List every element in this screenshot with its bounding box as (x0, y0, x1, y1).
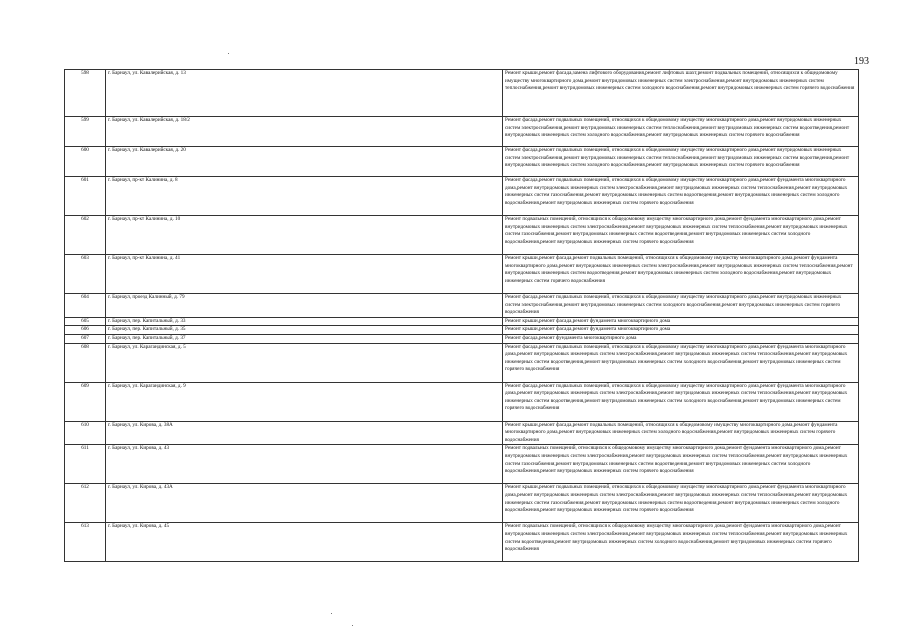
row-number: 602 (65, 216, 106, 255)
row-number: 605 (65, 317, 106, 326)
table-row (65, 421, 859, 445)
row-number: 613 (65, 523, 106, 562)
row-work-list: Ремонт крыши,ремонт подвальных помещений, относящихся к общедомовому имуществу многоквартирного дома,ремонт фундамента многоквартирного дома,ремонт внутридомовых инженерных систем электроснабжения,ремонт внутридомовых инженерных систем теплоснабжения,ремонт внутридомовых инженерных систем газоснабжения,ремонт внутридомовых инженерных систем водоотведения,ремонт внутридомовых инженерных систем холодного водоснабжения,ремонт внутридомовых инженерных систем горячего водоснабжения (503, 484, 859, 523)
scan-speck (331, 613, 332, 614)
row-number: 604 (65, 294, 106, 318)
row-work-list: Ремонт подвальных помещений, относящихся к общедомовому имуществу многоквартирного дома,ремонт фундамента многоквартирного дома,ремонт внутридомовых инженерных систем электроснабжения,ремонт внутридомовых инженерных систем теплоснабжения,ремонт внутридомовых инженерных систем газоснабжения,ремонт внутридомовых инженерных систем водоотведения,ремонт внутридомовых инженерных систем холодного водоснабжения,ремонт внутридомовых инженерных систем горячего водоснабжения (503, 216, 859, 255)
row-address: г. Барнаул, пр-кт Калинина, д. 41 (106, 255, 503, 294)
table-row (65, 484, 859, 523)
table-row (65, 255, 859, 294)
row-work-list: Ремонт крыши,ремонт фасада,замена лифтового оборудования,ремонт лифтовых шахт,ремонт подвальных помещений, относящихся к общедомовому имуществу многоквартирного дома,ремонт внутридомовых инженерных систем электроснабжения,ремонт внутридомовых инженерных систем теплоснабжения,ремонт внутридомовых инженерных систем холодного водоснабжения,ремонт внутридомовых инженерных систем горячего водоснабжения (503, 70, 859, 117)
row-number: 607 (65, 334, 106, 343)
row-number: 609 (65, 382, 106, 421)
table-row (65, 343, 859, 382)
row-number: 608 (65, 343, 106, 382)
row-work-list: Ремонт подвальных помещений, относящихся к общедомовому имуществу многоквартирного дома,ремонт фундамента многоквартирного дома,ремонт внутридомовых инженерных систем электроснабжения,ремонт внутридомовых инженерных систем теплоснабжения,ремонт внутридомовых инженерных систем газоснабжения,ремонт внутридомовых инженерных систем водоотведения,ремонт внутридомовых инженерных систем холодного водоснабжения,ремонт внутридомовых инженерных систем горячего водоснабжения (503, 445, 859, 484)
row-number: 603 (65, 255, 106, 294)
scan-speck (352, 625, 353, 626)
table-row (65, 334, 859, 343)
table-row (65, 70, 859, 117)
table-row (65, 117, 859, 147)
row-work-list: Ремонт крыши,ремонт фасада,ремонт фундамента многоквартирного дома (503, 326, 859, 335)
row-work-list: Ремонт крыши,ремонт фасада,ремонт фундамента многоквартирного дома (503, 317, 859, 326)
row-work-list: Ремонт фасада,ремонт подвальных помещений, относящихся к общедомовому имуществу многоквартирного дома,ремонт внутридомовых инженерных систем электроснабжения,ремонт внутридомовых инженерных систем теплоснабжения,ремонт внутридомовых инженерных систем водоотведения,ремонт внутридомовых инженерных систем холодного водоснабжения,ремонт внутридомовых инженерных систем горячего водоснабжения (503, 117, 859, 147)
row-work-list: Ремонт фасада,ремонт подвальных помещений, относящихся к общедомовому имуществу многоквартирного дома,ремонт внутридомовых инженерных систем электроснабжения,ремонт внутридомовых инженерных систем холодного водоснабжения,ремонт внутридомовых инженерных систем горячего водоснабжения (503, 294, 859, 318)
row-number: 601 (65, 177, 106, 216)
row-address: г. Барнаул, пр-кт Калинина, д. 8 (106, 177, 503, 216)
row-work-list: Ремонт фасада,ремонт подвальных помещений, относящихся к общедомовому имуществу многоквартирного дома,ремонт фундамента многоквартирного дома,ремонт внутридомовых инженерных систем электроснабжения,ремонт внутридомовых инженерных систем теплоснабжения,ремонт внутридомовых инженерных систем водоотведения,ремонт внутридомовых инженерных систем холодного водоснабжения,ремонт внутридомовых инженерных систем горячего водоснабжения (503, 382, 859, 421)
table-row (65, 216, 859, 255)
row-work-list: Ремонт фасада,ремонт подвальных помещений, относящихся к общедомовому имуществу многоквартирного дома,ремонт фундамента многоквартирного дома,ремонт внутридомовых инженерных систем электроснабжения,ремонт внутридомовых инженерных систем теплоснабжения,ремонт внутридомовых инженерных систем водоотведения,ремонт внутридомовых инженерных систем холодного водоснабжения,ремонт внутридомовых инженерных систем горячего водоснабжения (503, 343, 859, 382)
row-work-list: Ремонт фасада,ремонт подвальных помещений, относящихся к общедомовому имуществу многоквартирного дома,ремонт внутридомовых инженерных систем электроснабжения,ремонт внутридомовых инженерных систем теплоснабжения,ремонт внутридомовых инженерных систем водоотведения,ремонт внутридомовых инженерных систем холодного водоснабжения,ремонт внутридомовых инженерных систем горячего водоснабжения (503, 147, 859, 177)
row-address: г. Барнаул, ул. Кавалерийская, д. 13 (106, 70, 503, 117)
row-address: г. Барнаул, ул. Кирова, д. 43 (106, 445, 503, 484)
row-address: г. Барнаул, ул. Карагандинская, д. 9 (106, 382, 503, 421)
row-number: 598 (65, 70, 106, 117)
row-address: г. Барнаул, пер. Капитальный, д. 35 (106, 326, 503, 335)
table-row (65, 523, 859, 562)
row-work-list: Ремонт фасада,ремонт фундамента многоквартирного дома (503, 334, 859, 343)
row-address: г. Барнаул, проезд Калинный, д. 79 (106, 294, 503, 318)
table-row (65, 445, 859, 484)
row-address: г. Барнаул, ул. Кирова, д. 38А (106, 421, 503, 445)
table-row (65, 326, 859, 335)
row-number: 600 (65, 147, 106, 177)
row-address: г. Барнаул, пер. Капитальный, д. 33 (106, 317, 503, 326)
row-address: г. Барнаул, ул. Кавалерийская, д. 18/2 (106, 117, 503, 147)
row-work-list: Ремонт фасада,ремонт подвальных помещений, относящихся к общедомовому имуществу многоквартирного дома,ремонт фундамента многоквартирного дома,ремонт внутридомовых инженерных систем электроснабжения,ремонт внутридомовых инженерных систем теплоснабжения,ремонт внутридомовых инженерных систем газоснабжения,ремонт внутридомовых инженерных систем водоотведения,ремонт внутридомовых инженерных систем холодного водоснабжения,ремонт внутридомовых инженерных систем горячего водоснабжения (503, 177, 859, 216)
page-number: 193 (854, 56, 869, 67)
row-address: г. Барнаул, ул. Кавалерийская, д. 20 (106, 147, 503, 177)
registry-table (64, 69, 859, 562)
row-address: г. Барнаул, пер. Капитальный, д. 37 (106, 334, 503, 343)
scan-speck (228, 53, 229, 54)
row-work-list: Ремонт крыши,ремонт фасада,ремонт подвальных помещений, относящихся к общедомовому имуществу многоквартирного дома,ремонт фундамента многоквартирного дома,ремонт внутридомовых инженерных систем холодного водоснабжения,ремонт внутридомовых инженерных систем горячего водоснабжения (503, 421, 859, 445)
table-row (65, 294, 859, 318)
row-address: г. Барнаул, ул. Карагандинская, д. 5 (106, 343, 503, 382)
row-address: г. Барнаул, ул. Кирова, д. 45 (106, 523, 503, 562)
registry-rows (65, 70, 859, 562)
row-work-list: Ремонт подвальных помещений, относящихся к общедомовому имуществу многоквартирного дома,ремонт фундамента многоквартирного дома,ремонт внутридомовых инженерных систем электроснабжения,ремонт внутридомовых инженерных систем теплоснабжения,ремонт внутридомовых инженерных систем водоотведения,ремонт внутридомовых инженерных систем холодного водоснабжения,ремонт внутридомовых инженерных систем горячего водоснабжения (503, 523, 859, 562)
row-number: 612 (65, 484, 106, 523)
row-number: 599 (65, 117, 106, 147)
row-address: г. Барнаул, ул. Кирова, д. 43А (106, 484, 503, 523)
table-row (65, 382, 859, 421)
row-number: 610 (65, 421, 106, 445)
row-number: 606 (65, 326, 106, 335)
row-work-list: Ремонт крыши,ремонт фасада,ремонт подвальных помещений, относящихся к общедомовому имуществу многоквартирного дома,ремонт фундамента многоквартирного дома,ремонт внутридомовых инженерных систем электроснабжения,ремонт внутридомовых инженерных систем теплоснабжения,ремонт внутридомовых инженерных систем водоотведения,ремонт внутридомовых инженерных систем холодного водоснабжения,ремонт внутридомовых инженерных систем горячего водоснабжения (503, 255, 859, 294)
table-row (65, 147, 859, 177)
table-row (65, 317, 859, 326)
row-address: г. Барнаул, пр-кт Калинина, д. 10 (106, 216, 503, 255)
row-number: 611 (65, 445, 106, 484)
table-row (65, 177, 859, 216)
